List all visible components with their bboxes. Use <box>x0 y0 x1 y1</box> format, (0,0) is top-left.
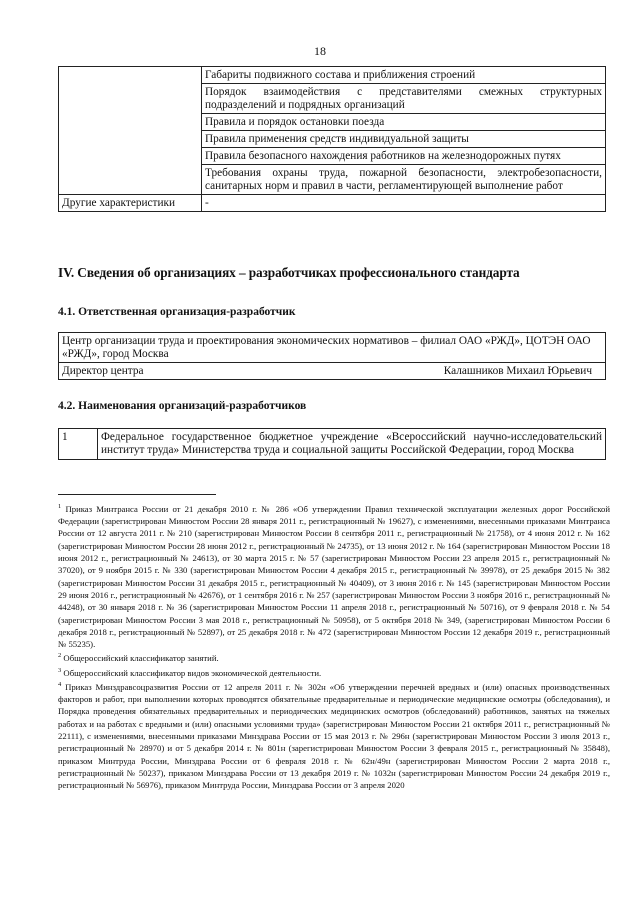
knowledge-item: Порядок взаимодействия с представителями смежных структурных подразделений и подрядных организаций <box>202 84 606 114</box>
footnote-mark: 1 <box>58 503 62 510</box>
knowledge-item: Правила безопасного нахождения работников на железнодорожных путях <box>202 148 606 165</box>
knowledge-label-cell <box>59 67 202 195</box>
table-row <box>59 429 606 460</box>
footnote <box>58 679 610 792</box>
subsection-heading-responsible: 4.1. Ответственная организация-разработчик <box>58 306 296 318</box>
footnote <box>58 650 610 664</box>
knowledge-item: Правила и порядок остановки поезда <box>202 114 606 131</box>
footnote-mark: 4 <box>58 680 62 688</box>
footnote-mark: 2 <box>58 652 62 660</box>
footnote-mark: 3 <box>58 666 62 674</box>
section-heading: IV. Сведения об организациях – разработчиках профессионального стандарта <box>58 265 520 280</box>
footnote-text: Приказ Минздравсоцразвития России от 12 апреля 2011 г. № 302н «Об утверждении перечней вредных и (или) опасных производственных факторов и работ, при выполнении которых проводятся обязательные предварительные и периодические медицинские осмотры (обследования), и Порядка проведения обязательных предварительных и периодических медицинских осмотров (обследований) работников, занятых на тяжелых работах и на работах с вредными и (или) опасными условиями труда» (зарегистрирован Минюстом России 21 октября 2011 г., регистрационный № 22111), с изменениями, внесенными приказами Минздрава России от 15 мая 2013 г. № 296н (зарегистрирован Минюстом России 3 июля 2013 г., регистрационный № 28970) и от 5 декабря 2014 г. № 801н (зарегистрирован Минюстом России 3 февраля 2015 г., регистрационный № 35848), приказом Минтруда России, Минздрава России от 6 февраля 2018 г. № 62н/49н (зарегистрирован Минюстом России 2 марта 2018 г., регистрационный № 50237), приказом Минздрава России от 13 декабря 2019 г. № 1032н (зарегистрирован Минюстом России 24 декабря 2019 г., регистрационный № 56976), приказом Минтруда России, Минздрава России от 3 апреля 2020 <box>58 681 610 791</box>
developers-table <box>58 428 606 460</box>
director-row <box>59 363 606 380</box>
responsible-org-name: Центр организации труда и проектирования экономических нормативов – филиал ОАО «РЖД», ЦОТЭН ОАО «РЖД», город Москва <box>59 333 606 363</box>
footnote-text: Приказ Минтранса России от 21 декабря 2010 г. № 286 «Об утверждении Правил технической эксплуатации железных дорог Российской Федерации (зарегистрирован Минюстом России 28 января 2011 г., регистрационный № 19627), с изменениями, внесенными приказами Минтранса России от 12 августа 2011 г. № 210 (зарегистрирован Минюстом России 8 сентября 2011 г., регистрационный № 21758), от 4 июня 2012 г. № 162 (зарегистрирован Минюстом России 28 июня 2012 г., регистрационный № 24735), от 13 июня 2012 г. № 164 (зарегистрирован Минюстом России 18 июня 2012 г., регистрационный № 24613), от 30 марта 2015 г. № 57 (зарегистрирован Минюстом России 23 апреля 2015 г., регистрационный № 37020), от 9 ноября 2015 г. № 330 (зарегистрирован Минюстом России 4 декабря 2015 г., регистрационный № 39978), от 25 декабря 2015 № 382 (зарегистрирован Минюстом России 31 декабря 2015 г., регистрационный № 40409), от 3 июня 2016 г. № 145 (зарегистрирован Минюстом России 29 июня 2016 г., регистрационный № 42676), от 1 сентября 2016 г. № 257 (зарегистрирован Минюстом России 3 ноября 2016 г., регистрационный № 44248), от 30 января 2018 г. № 36 (зарегистрирован Минюстом России 11 апреля 2018 г., регистрационный № 50716), от 9 февраля 2018 г. № 54 (зарегистрирован Минюстом России 3 мая 2018 г., регистрационный № 50958), от 5 октября 2018 № 349, (зарегистрирован Минюстом России 6 декабря 2018 г., регистрационный № 52897), от 25 декабря 2018 г. № 472 (зарегистрирован Минюстом России 12 декабря 2019 г., регистрационный № 55235). <box>58 503 610 650</box>
footnotes <box>58 501 610 791</box>
developer-number: 1 <box>59 429 98 460</box>
subsection-heading-developers: 4.2. Наименования организаций-разработчиков <box>58 400 307 412</box>
footnote-text: Общероссийский классификатор видов экономической деятельности. <box>63 667 322 678</box>
knowledge-table <box>58 66 606 212</box>
footnote <box>58 501 610 650</box>
footnote-separator <box>58 494 216 495</box>
director-name: Калашников Михаил Юрьевич <box>443 365 592 377</box>
other-characteristics-value: - <box>202 195 606 212</box>
knowledge-item: Габариты подвижного состава и приближения строений <box>202 67 606 84</box>
knowledge-item: Правила применения средств индивидуальной защиты <box>202 131 606 148</box>
page-number: 18 <box>314 44 326 58</box>
developer-name: Федеральное государственное бюджетное учреждение «Всероссийский научно-исследовательский институт труда» Министерства труда и социальной защиты Российской Федерации, город Москва <box>98 429 606 460</box>
footnote-text: Общероссийский классификатор занятий. <box>63 653 219 664</box>
knowledge-item: Требования охраны труда, пожарной безопасности, электробезопасности, санитарных норм и правил в части, регламентирующей выполнение работ <box>202 165 606 195</box>
responsible-org-table <box>58 332 606 380</box>
director-title: Директор центра <box>62 365 144 377</box>
footnote <box>58 665 610 679</box>
other-characteristics-label: Другие характеристики <box>59 195 202 212</box>
